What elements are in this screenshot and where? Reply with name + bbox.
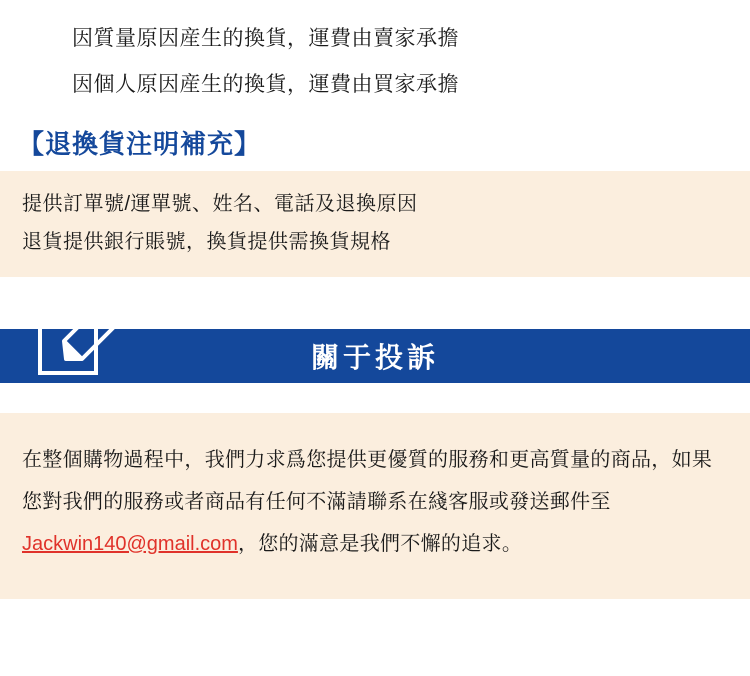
complaint-text-box xyxy=(0,413,750,599)
support-email-link[interactable]: Jackwin140@gmail.com xyxy=(22,533,238,555)
pencil-edit-icon xyxy=(36,297,122,379)
complaint-text-after: ，您的滿意是我們不懈的追求。 xyxy=(237,533,523,555)
complaint-paragraph xyxy=(22,439,728,565)
policy-line: 因質量原因産生的換貨，運費由賣家承擔 xyxy=(72,27,459,50)
complaint-banner xyxy=(0,329,750,391)
note-box xyxy=(0,171,750,277)
banner-title: 關于投訴 xyxy=(310,342,439,373)
note-section-heading: 【退換貨注明補充】 xyxy=(18,129,262,159)
complaint-text-before: 在整個購物過程中，我們力求爲您提供更優質的服務和更高質量的商品，如果您對我們的服務或者商品有任何不滿請聯系在綫客服或發送郵件至 xyxy=(22,449,713,513)
note-line: 提供訂單號/運單號、姓名、電話及退換原因 xyxy=(22,193,418,215)
policy-lines xyxy=(0,0,750,108)
policy-line: 因個人原因産生的換貨，運費由買家承擔 xyxy=(72,73,459,96)
note-line: 退貨提供銀行賬號，換貨提供需換貨規格 xyxy=(22,231,391,253)
